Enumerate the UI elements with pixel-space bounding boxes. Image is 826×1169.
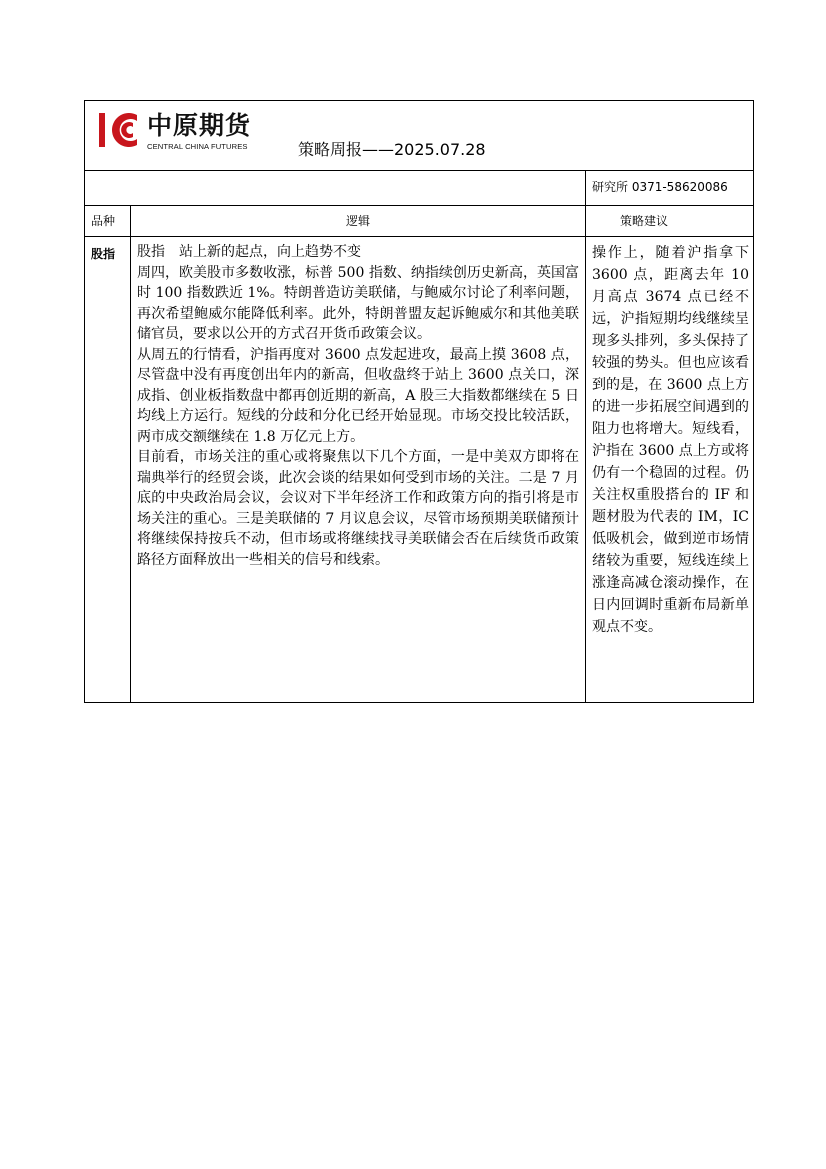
- strategy-report: [84, 100, 754, 703]
- header-suggestion: 策略建议: [620, 214, 669, 228]
- contact-info: 研究所 0371-58620086: [592, 180, 728, 194]
- category-label: 股指: [91, 247, 116, 261]
- header-logic: 逻辑: [345, 214, 370, 228]
- logic-headline: 股指 站上新的起点，向上趋势不变: [137, 244, 361, 260]
- suggestion-cell: 操作上，随着沪指拿下 3600 点，距离去年 10 月高点 3674 点已经不远，沪指短期均线继续呈现多头排列，多头保持了较强的势头。但也应该看到的是，在 3600 点上方的进一步拓展空间遇到的阻力也将增大。短线看，沪指在 3600 点上方或将仍有一个稳固的过程。仍关注权重股搭台的 IF 和题材股为代表的 IM，IC 低吸机会，做到逆市场情绪较为重要，短线连续上涨逢高减仓滚动操作，在日内回调时重新布局新单观点不变。: [592, 245, 749, 635]
- company-logo-mark-icon: [99, 109, 141, 151]
- header-logic-cell: [131, 206, 586, 236]
- header-suggestion-cell: [586, 206, 753, 236]
- report-header: [84, 100, 754, 171]
- contact-row: [84, 171, 754, 206]
- report-title: 策略周报——2025.07.28: [298, 140, 486, 159]
- category-cell: [85, 237, 131, 702]
- logic-cell: [131, 237, 586, 702]
- table-header-row: [84, 206, 754, 237]
- company-name-en: CENTRAL CHINA FUTURES: [147, 142, 248, 151]
- table-row: [84, 237, 754, 703]
- company-logo: [99, 109, 259, 151]
- logic-paragraph-outlook: 目前看，市场关注的重心或将聚焦以下几个方面，一是中美双方即将在瑞典举行的经贸会谈，此次会谈的结果如何受到市场的关注。二是 7 月底的中央政治局会议，会议对下半年经济工作和政策方向的指引将是市场关注的重心。三是美联储的 7 月议息会议，尽管市场预期美联储预计将继续保持按兵不动，但市场或将继续找寻美联储会否在后续货币政策路径方面释放出一些相关的信号和线索。: [137, 449, 579, 568]
- logic-paragraph-overseas: 周四，欧美股市多数收涨，标普 500 指数、纳指续创历史新高，英国富时 100 指数跌近 1%。特朗普造访美联储，与鲍威尔讨论了利率问题，再次希望鲍威尔能降低利率。此外，特朗普盟友起诉鲍威尔和其他美联储官员，要求以公开的方式召开货币政策会议。: [137, 264, 579, 342]
- company-name-cn: 中原期货: [147, 111, 252, 140]
- contact-cell: [585, 171, 754, 205]
- header-category: 品种: [91, 214, 116, 228]
- logic-paragraph-market: 从周五的行情看，沪指再度对 3600 点发起进攻，最高上摸 3608 点，尽管盘中没有再度创出年内的新高，但收盘终于站上 3600 点关口，深成指、创业板指数盘中都再创近期的新高，A 股三大指数都继续在 5 日均线上方运行。短线的分歧和分化已经开始显现。市场交投比较活跃，两市成交额继续在 1.8 万亿元上方。: [137, 346, 579, 445]
- header-category-cell: [85, 206, 131, 236]
